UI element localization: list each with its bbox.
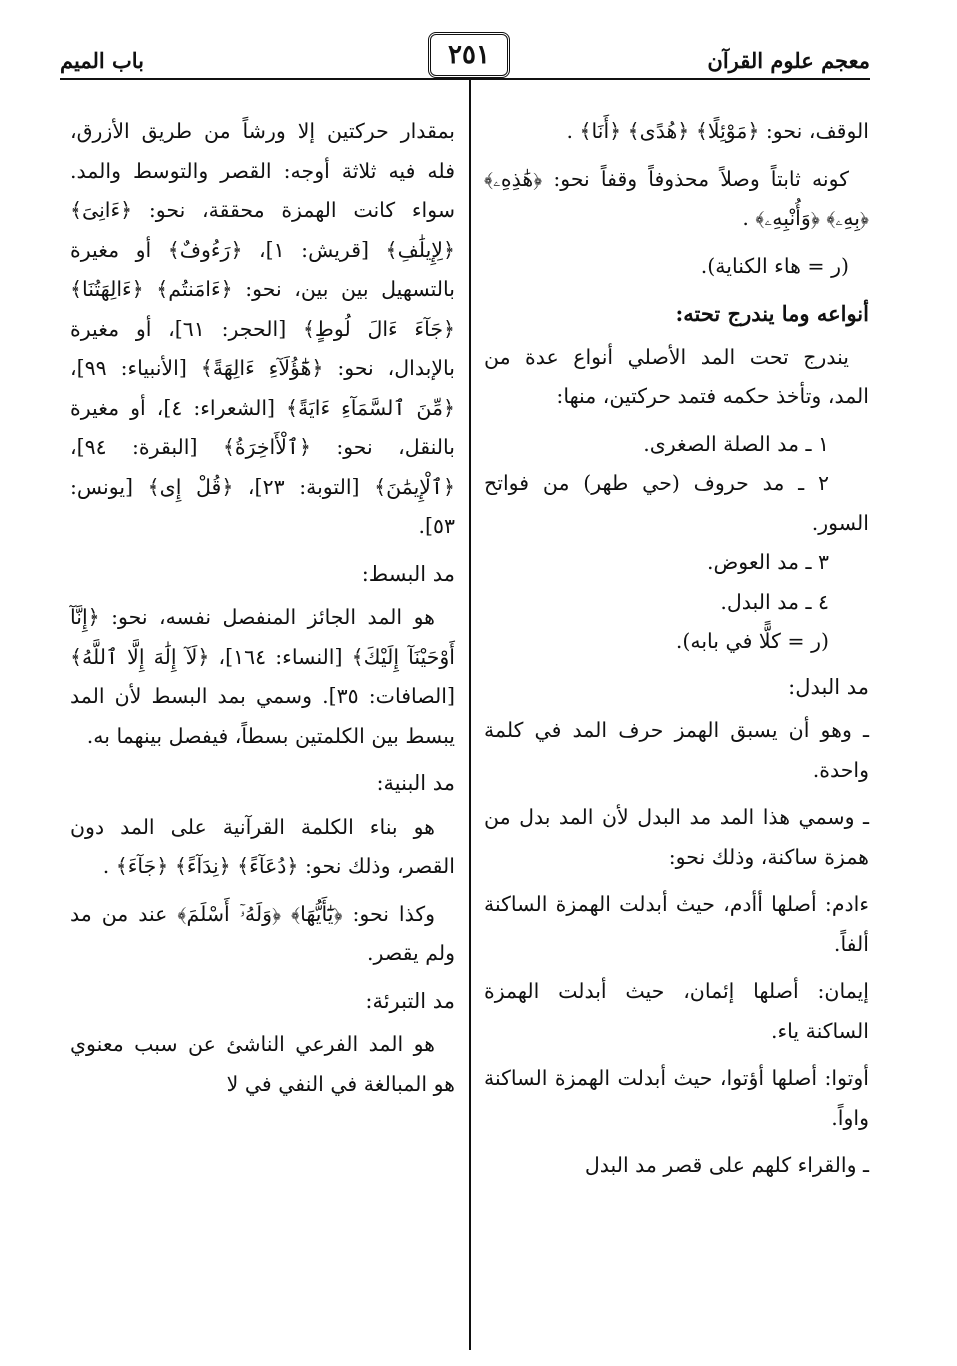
section-heading: مد التبرئة: xyxy=(365,988,455,1013)
paragraph: يندرج تحت المد الأصلي أنواع عدة من المد، وتأخذ حكمه فتمد حركتين، منها: xyxy=(484,344,869,408)
column-divider xyxy=(469,80,471,1350)
paragraph: الوقف، نحو: ﴿مَوْئِلًا﴾ ﴿هُدًى﴾ ﴿أَنَا﴾ . xyxy=(566,119,869,143)
section-heading: مد البسط: xyxy=(361,561,455,586)
paragraph: هو بناء الكلمة القرآنية على المد دون القصر، وذلك نحو: ﴿دُعَآءً﴾ ﴿نِدَآءً﴾ ﴿جَآءَ﴾ . xyxy=(70,814,455,878)
paragraph: ـ وسمي هذا المد مد البدل لأن المد بدل من همزة ساكنة، وذلك نحو: xyxy=(484,805,869,869)
list-item: ٤ ـ مد البدل. xyxy=(720,589,829,614)
right-column xyxy=(484,112,869,1194)
header-rule xyxy=(60,78,870,80)
paragraph: ـ والقراء كلهم على قصر مد البدل xyxy=(584,1153,869,1177)
section-heading: أنواعه وما يندرج تحته: xyxy=(675,301,869,326)
page-number: ٢٥١ xyxy=(428,32,510,78)
chapter-title: باب الميم xyxy=(60,48,145,73)
paragraph: وكذا نحو: ﴿يَٰٓأَيُّهَا﴾ ﴿وَلَهُۥٓ أَسْلَمَ﴾ عند من مد ولم يقصر. xyxy=(70,901,455,965)
cross-reference: (ر = كلًّا في بابه). xyxy=(675,629,829,653)
cross-reference: (ر = هاء الكناية). xyxy=(700,253,849,278)
left-column xyxy=(70,112,455,1112)
list-item: ٣ ـ مد العوض. xyxy=(706,550,829,574)
list-item: ١ ـ مد الصلة الصغرى. xyxy=(643,431,829,456)
paragraph: إيمان: أصلها إئمان، حيث أبدلت الهمزة الساكنة ياء. xyxy=(484,979,869,1043)
section-heading: مد البدل: xyxy=(788,674,869,699)
section-heading: مد البنية: xyxy=(376,771,455,795)
page-header xyxy=(60,28,870,80)
book-title: معجم علوم القرآن xyxy=(707,48,870,73)
paragraph: أوتوا: أصلها أؤتوا، حيث أبدلت الهمزة الساكنة واواً. xyxy=(484,1066,869,1130)
list-item: ٢ ـ مد حروف (حي طهر) من فواتح السور. xyxy=(484,471,869,535)
paragraph: ءادم: أصلها أأدم، حيث أبدلت الهمزة الساكنة ألفاً. xyxy=(484,892,869,956)
paragraph: كونه ثابتاً وصلاً محذوفاً وقفاً نحو: ﴿هَٰذِهِۦ﴾ ﴿بِهِۦ﴾ ﴿وَأُنْبِهِۦ﴾ . xyxy=(484,166,869,230)
paragraph: ـ وهو أن يسبق الهمز حرف المد في كلمة واحدة. xyxy=(484,718,869,782)
paragraph: هو المد الفرعي الناشئ عن سبب معنوي هو المبالغة في النفي في لا xyxy=(70,1032,455,1096)
paragraph: هو المد الجائز المنفصل نفسه، نحو: ﴿إِنَّآ أَوْحَيْنَآ إِلَيْكَ﴾ [النساء: ١٦٤]، ﴿لَآ إِلَٰهَ إِلَّا ٱللَّهُ﴾ [الصافات: ٣٥]. وسمي بمد البسط لأن المد يبسط بين الكلمتين بسطاً، فيفصل بينهما به. xyxy=(70,605,456,748)
paragraph: بمقدار حركتين إلا ورشاً من طريق الأزرق، فله فيه ثلاثة أوجه: القصر والتوسط والمد. سواء كانت الهمزة محققة، نحو: ﴿ءَانِىَ﴾ ﴿لِإِيلَٰفِ﴾ [قريش: ١]، ﴿رَءُوفٌ﴾ أو مغيرة بالتسهيل بين بين، نحو: ﴿ءَامَنتُم﴾ ﴿ءَالِهَتُنَا﴾ ﴿جَآءَ ءَالَ لُوطٍ﴾ [الحجر: ٦١]، أو مغيرة بالإبدال، نحو: ﴿هَٰٓؤُلَآءِ ءَالِهَةً﴾ [الأنبياء: ٩٩]، ﴿مِّنَ ٱلسَّمَآءِ ءَايَةً﴾ [الشعراء: ٤]، أو مغيرة بالنقل، نحو: ﴿ٱلْأَاخِرَةُ﴾ [البقرة: ٩٤]، ﴿ٱلْإِيمَٰنَ﴾ [التوبة: ٢٣]، ﴿قُلْ إِى﴾ [يونس: ٥٣]. xyxy=(70,119,456,538)
